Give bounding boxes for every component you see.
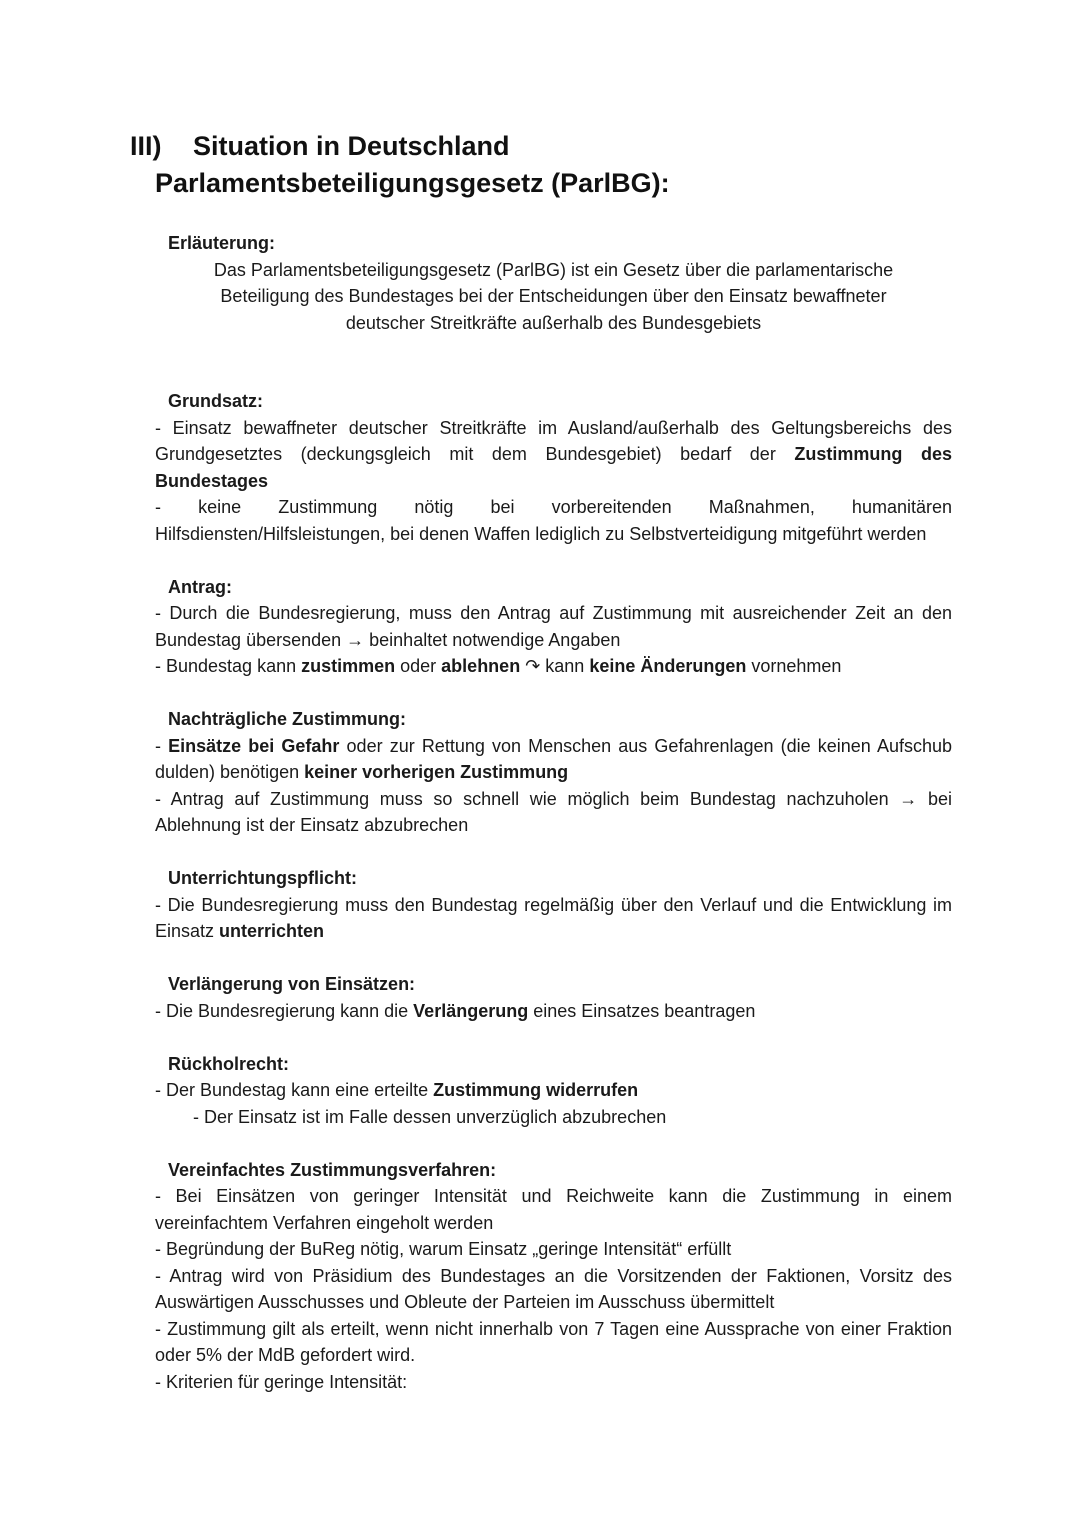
text-run: vornehmen [746, 656, 842, 676]
unterrichtung-title: Unterrichtungspflicht: [168, 868, 357, 888]
text-run: - [155, 735, 169, 756]
grundsatz-paragraph-1 [155, 415, 952, 495]
text-run: - Der Bundestag kann eine erteilte [155, 1080, 434, 1100]
erlaeuterung-text: Das Parlamentsbeteiligungsgesetz (ParlBG) ist ein Gesetz über die parlamentarische Beteiligung des Bundestages bei der Entscheidungen über den Einsatz bewaffneter deutscher Streitkräfte außerhalb des Bundesgebiets [213, 259, 894, 333]
rueckholrecht-paragraph-1 [155, 1077, 952, 1104]
vereinfacht-section [155, 1157, 952, 1396]
vereinfacht-paragraph-5: - Kriterien für geringe Intensität: [155, 1371, 408, 1392]
nachtraeglich-title: Nachträgliche Zustimmung: [168, 709, 407, 729]
bold-text: zustimmen [301, 656, 396, 676]
grundsatz-paragraph-2: - keine Zustimmung nötig bei vorbereitenden Maßnahmen, humanitären Hilfsdiensten/Hilfsleistungen, bei denen Waffen lediglich zu Selbstverteidigung mitgeführt werden [155, 497, 952, 544]
bold-text: ablehnen [441, 656, 521, 676]
text-run: eines Einsatzes beantragen [528, 1000, 756, 1021]
text-run: ↷ kann [520, 656, 590, 676]
bold-text: Einsätze bei Gefahr [168, 735, 340, 756]
vereinfacht-paragraph-3: - Antrag wird von Präsidium des Bundestages an die Vorsitzenden der Faktionen, Vorsitz des Auswärtigen Ausschusses und Obleute der Parteien im Ausschuss übermittelt [155, 1265, 952, 1312]
text-run: - Die Bundesregierung kann die [155, 1000, 414, 1021]
rueckholrecht-title: Rückholrecht: [168, 1053, 290, 1074]
unterrichtung-paragraph-1 [155, 892, 952, 945]
section-heading [130, 128, 670, 202]
bold-text: Verlängerung [413, 1000, 529, 1021]
verlaengerung-paragraph-1 [155, 998, 952, 1025]
bold-text: unterrichten [219, 921, 325, 941]
text-run: - Bundestag kann [155, 656, 302, 676]
text-run: oder zur Rettung von Menschen aus Gefahrenlagen (die keinen Aufschub dulden) benötigen [155, 735, 952, 782]
grundsatz-section [155, 388, 952, 547]
erlaeuterung-section [155, 230, 952, 336]
antrag-paragraph-1: - Durch die Bundesregierung, muss den Antrag auf Zustimmung mit ausreichender Zeit an den Bundestag übersenden → beinhaltet notwendige Angaben [155, 603, 952, 650]
verlaengerung-section [155, 971, 952, 1024]
bold-text: Zustimmung des Bundestages [155, 444, 952, 491]
vereinfacht-title: Vereinfachtes Zustimmungsverfahren: [168, 1159, 497, 1180]
text-run: oder [395, 656, 442, 676]
section-subtitle: Parlamentsbeteiligungsgesetz (ParlBG): [155, 168, 670, 198]
section-title: Situation in Deutschland [193, 131, 510, 161]
nachtraeglich-paragraph-1 [155, 733, 952, 786]
antrag-section [155, 574, 952, 680]
bold-text: keine Änderungen [589, 656, 747, 676]
grundsatz-title: Grundsatz: [168, 391, 264, 411]
rueckholrecht-paragraph-2: - Der Einsatz ist im Falle dessen unverzüglich abzubrechen [193, 1106, 667, 1127]
vereinfacht-paragraph-4: - Zustimmung gilt als erteilt, wenn nicht innerhalb von 7 Tagen eine Aussprache von einer Fraktion oder 5% der MdB gefordert wird. [155, 1318, 952, 1365]
unterrichtung-section [155, 865, 952, 945]
vereinfacht-paragraph-2: - Begründung der BuReg nötig, warum Einsatz „geringe Intensität“ erfüllt [155, 1239, 732, 1259]
document-body [155, 230, 952, 1422]
antrag-title: Antrag: [168, 576, 232, 597]
rueckholrecht-section [155, 1051, 952, 1131]
section-number: III) [130, 131, 162, 161]
erlaeuterung-title: Erläuterung: [168, 233, 276, 253]
vereinfacht-paragraph-1: - Bei Einsätzen von geringer Intensität und Reichweite kann die Zustimmung in einem vereinfachtem Verfahren eingeholt werden [155, 1186, 952, 1233]
text-run: - Die Bundesregierung muss den Bundestag regelmäßig über den Verlauf und die Entwicklung im Einsatz [155, 894, 952, 941]
nachtraeglich-section [155, 706, 952, 839]
bold-text: Zustimmung widerrufen [433, 1080, 639, 1100]
bold-text: keiner vorherigen Zustimmung [304, 762, 569, 782]
nachtraeglich-paragraph-2: - Antrag auf Zustimmung muss so schnell wie möglich beim Bundestag nachzuholen → bei Ablehnung ist der Einsatz abzubrechen [155, 788, 952, 835]
antrag-paragraph-2 [155, 653, 952, 680]
text-run: - Einsatz bewaffneter deutscher Streitkräfte im Ausland/außerhalb des Geltungsbereichs des Grundgesetztes (deckungsgleich mit dem Bundesgebiet) bedarf der [155, 417, 952, 464]
verlaengerung-title: Verlängerung von Einsätzen: [168, 974, 416, 994]
